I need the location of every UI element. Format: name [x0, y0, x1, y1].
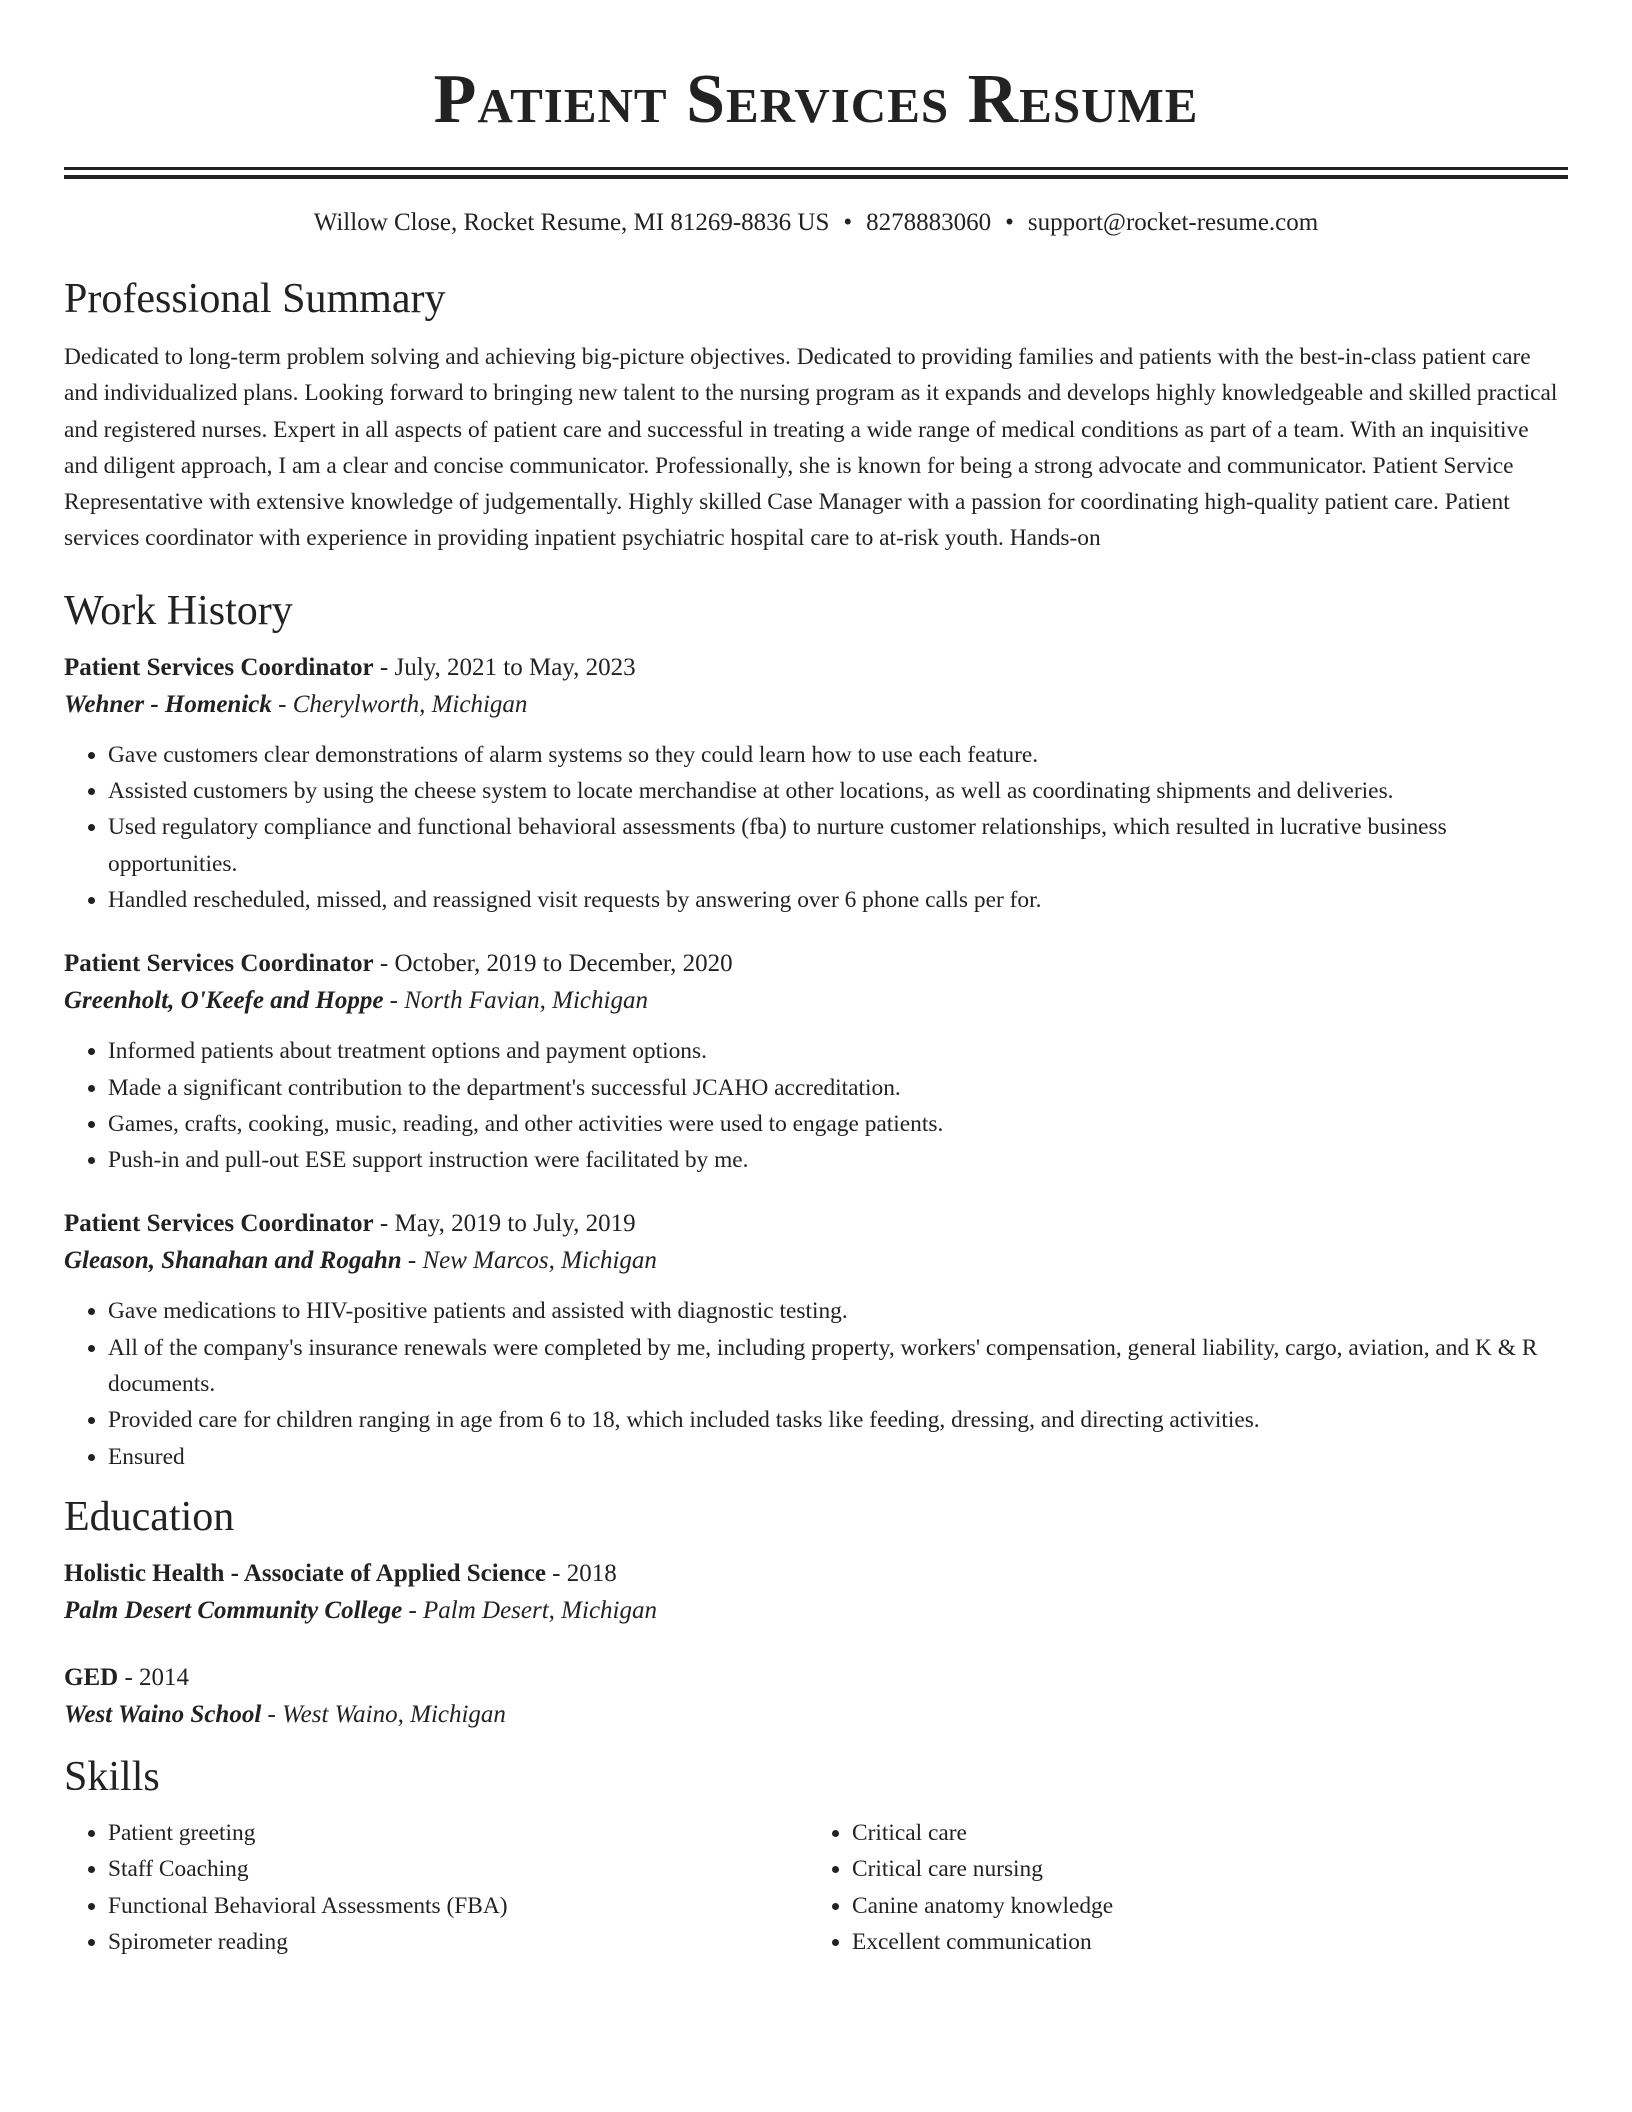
employer-name: Greenholt, O'Keefe and Hoppe	[64, 987, 384, 1015]
job-title-line	[64, 651, 1568, 685]
list-item: • Gave medications to HIV-positive patients and assisted with diagnostic testing.	[108, 1293, 1568, 1329]
job-bullets	[64, 1293, 1568, 1474]
job-entry	[64, 651, 1568, 918]
employer-line	[64, 1241, 1568, 1281]
skill-item: • Excellent communication	[852, 1924, 1552, 1960]
employer-location: - New Marcos, Michigan	[401, 1247, 657, 1275]
education-entry	[64, 1557, 1568, 1631]
skills-list-left	[64, 1815, 808, 1960]
list-item: • Assisted customers by using the cheese system to locate merchandise at other locations, as well as coordinating shipments and deliveries.	[108, 773, 1568, 809]
job-title: Patient Services Coordinator	[64, 950, 374, 978]
list-item: • Gave customers clear demonstrations of alarm systems so they could learn how to use each feature.	[108, 737, 1568, 773]
education-entry	[64, 1661, 1568, 1735]
degree-name: GED	[64, 1663, 119, 1691]
summary-text: Dedicated to long-term problem solving and achieving big-picture objectives. Dedicated to providing families and patients with the best-in-class patient care and individualized plans. Looking forward to bringing new talent to the nursing program as it expands and develops highly knowledgeable and skilled practical and registered nurses. Expert in all aspects of patient care and successful in treating a wide range of medical conditions as part of a team. With an inquisitive and diligent approach, I am a clear and concise communicator. Professionally, she is known for being a strong advocate and communicator. Patient Service Representative with extensive knowledge of judgementally. Highly skilled Case Manager with a passion for coordinating high-quality patient care. Patient services coordinator with experience in providing inpatient psychiatric hospital care to at-risk youth. Hands-on	[64, 344, 1558, 552]
resume-page	[64, 0, 1568, 1960]
employer-line	[64, 981, 1568, 1021]
skill-item: • Staff Coaching	[108, 1851, 808, 1887]
school-name: West Waino School	[64, 1700, 262, 1728]
degree-line	[64, 1661, 1568, 1695]
degree-name: Holistic Health - Associate of Applied Science	[64, 1559, 546, 1587]
contact-separator: •	[1005, 209, 1014, 236]
employer-name: Gleason, Shanahan and Rogahn	[64, 1247, 402, 1275]
job-dates: - July, 2021 to May, 2023	[373, 653, 636, 681]
skills-list-right	[808, 1815, 1552, 1960]
school-line	[64, 1591, 1568, 1631]
contact-line	[64, 206, 1568, 240]
education-heading: Education	[64, 1493, 235, 1540]
summary-heading: Professional Summary	[64, 276, 446, 322]
skill-item: • Spirometer reading	[108, 1924, 808, 1960]
degree-line	[64, 1557, 1568, 1591]
job-entry	[64, 1207, 1568, 1474]
list-item: • Games, crafts, cooking, music, reading, and other activities were used to engage patients.	[108, 1106, 1568, 1142]
school-name: Palm Desert Community College	[64, 1596, 403, 1624]
list-item: • Made a significant contribution to the department's successful JCAHO accreditation.	[108, 1070, 1568, 1106]
skill-item: • Patient greeting	[108, 1815, 808, 1851]
school-line	[64, 1695, 1568, 1735]
contact-phone: 8278883060	[866, 209, 992, 236]
job-title-line	[64, 1207, 1568, 1241]
job-title: Patient Services Coordinator	[64, 1210, 374, 1238]
contact-email: support@rocket-resume.com	[1027, 209, 1319, 236]
list-item: • Informed patients about treatment options and payment options.	[108, 1033, 1568, 1069]
list-item: • Used regulatory compliance and functional behavioral assessments (fba) to nurture customer relationships, which resulted in lucrative business opportunities.	[108, 809, 1568, 882]
degree-year: - 2014	[118, 1663, 190, 1691]
job-entry	[64, 947, 1568, 1178]
resume-title: Patient Services Resume	[433, 61, 1199, 138]
skills-columns	[64, 1815, 1568, 1960]
list-item: • Provided care for children ranging in age from 6 to 18, which included tasks like feeding, dressing, and directing activities.	[108, 1402, 1568, 1438]
skills-heading: Skills	[64, 1753, 160, 1800]
skill-item: • Canine anatomy knowledge	[852, 1888, 1552, 1924]
job-title: Patient Services Coordinator	[64, 653, 374, 681]
job-title-line	[64, 947, 1568, 981]
employer-line	[64, 685, 1568, 725]
job-dates: - October, 2019 to December, 2020	[373, 950, 733, 978]
contact-address: Willow Close, Rocket Resume, MI 81269-8836 US	[313, 209, 830, 236]
list-item: • Push-in and pull-out ESE support instruction were facilitated by me.	[108, 1142, 1568, 1178]
list-item: • Ensured	[108, 1439, 1568, 1475]
contact-separator: •	[843, 209, 853, 236]
school-location: - Palm Desert, Michigan	[402, 1596, 657, 1624]
title-divider	[64, 167, 1568, 179]
employer-name: Wehner - Homenick	[64, 690, 272, 718]
degree-year: - 2018	[545, 1559, 617, 1587]
job-dates: - May, 2019 to July, 2019	[373, 1210, 636, 1238]
employer-location: - Cherylworth, Michigan	[271, 690, 528, 718]
work-history-heading: Work History	[64, 587, 293, 634]
job-bullets	[64, 737, 1568, 918]
employer-location: - North Favian, Michigan	[383, 987, 648, 1015]
skill-item: • Functional Behavioral Assessments (FBA)	[108, 1888, 808, 1924]
skill-item: • Critical care nursing	[852, 1851, 1552, 1887]
school-location: - West Waino, Michigan	[261, 1700, 506, 1728]
list-item: • Handled rescheduled, missed, and reassigned visit requests by answering over 6 phone calls per for.	[108, 882, 1568, 918]
job-bullets	[64, 1033, 1568, 1178]
skill-item: • Critical care	[852, 1815, 1552, 1851]
list-item: • All of the company's insurance renewals were completed by me, including property, workers' compensation, general liability, cargo, aviation, and K & R documents.	[108, 1330, 1568, 1403]
